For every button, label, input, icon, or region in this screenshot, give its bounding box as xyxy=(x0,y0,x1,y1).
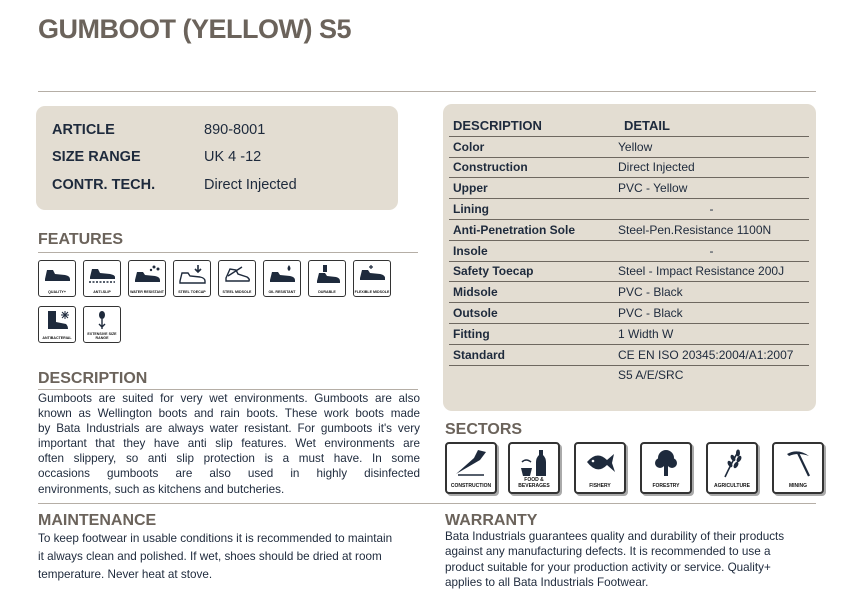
spec-value: 890-8001 xyxy=(204,122,266,138)
feature-label: STEEL MIDSOLE xyxy=(222,290,252,294)
description-line: often slippery, so anti slip protection is a must have. In some xyxy=(38,452,420,466)
description-line: known as Wellington boots and rain boots. These work boots made xyxy=(38,407,420,421)
feature-anti-slip xyxy=(83,260,121,297)
table-row xyxy=(449,157,809,178)
warranty-heading: WARRANTY xyxy=(445,512,538,529)
spec-label: SIZE RANGE xyxy=(52,149,141,165)
bottom-divider xyxy=(38,503,816,504)
details-table xyxy=(449,116,809,385)
detail-value: CE EN ISO 20345:2004/A1:2007 xyxy=(614,344,809,365)
detail-value: 1 Width W xyxy=(614,323,809,344)
table-row xyxy=(449,303,809,324)
sector-fishery xyxy=(574,442,626,494)
detail-value: Yellow xyxy=(614,136,809,157)
feature-label: STEEL TOECAP xyxy=(178,290,206,294)
feature-water-resistant xyxy=(128,260,166,297)
fish-icon xyxy=(583,448,617,478)
detail-value: Steel - Impact Resistance 200J xyxy=(614,261,809,282)
maintenance-line: To keep footwear in usable conditions it is recommended to maintain xyxy=(38,532,393,545)
feature-steel-midsole xyxy=(218,260,256,297)
features-heading: FEATURES xyxy=(38,231,124,248)
table-row xyxy=(449,178,809,199)
feature-label: DURABLE xyxy=(318,290,336,294)
feature-label: ANTI-SLIP xyxy=(93,290,111,294)
maintenance-line: temperature. Never heat at stove. xyxy=(38,568,213,581)
oil-resistant-icon xyxy=(267,264,297,284)
detail-label: Fitting xyxy=(449,323,614,344)
pickaxe-icon xyxy=(781,448,815,478)
table-row xyxy=(449,240,809,261)
warranty-line: product suitable for your production activity or service. Quality+ xyxy=(445,560,771,574)
detail-value: PVC - Black xyxy=(614,303,809,324)
tree-icon xyxy=(649,448,683,478)
detail-value: PVC - Yellow xyxy=(614,178,809,199)
sector-construction xyxy=(445,442,497,494)
feature-label: EXTENSIVE SIZE RANGE xyxy=(87,332,117,340)
description-divider xyxy=(38,389,418,390)
flexible-midsole-icon xyxy=(357,264,387,284)
feature-label: QUALITY+ xyxy=(48,290,66,294)
detail-label: Standard xyxy=(449,344,614,365)
steel-toecap-icon xyxy=(177,264,207,284)
table-row xyxy=(449,282,809,303)
sector-mining xyxy=(772,442,824,494)
feature-steel-toecap xyxy=(173,260,211,297)
details-header-row xyxy=(449,116,809,136)
page-title: GUMBOOT (YELLOW) S5 xyxy=(38,14,351,44)
detail-value: - xyxy=(614,240,809,261)
spec-label: CONTR. TECH. xyxy=(52,177,156,193)
feature-flexible-midsole xyxy=(353,260,391,297)
description-line: important that they have anti slip features. Wet environments are xyxy=(38,437,420,451)
table-row xyxy=(449,261,809,282)
sector-agriculture xyxy=(706,442,758,494)
detail-label: Lining xyxy=(449,199,614,220)
sector-label: CONSTRUCTION xyxy=(450,482,492,489)
durable-icon xyxy=(312,264,342,284)
sector-label: FISHERY xyxy=(589,482,611,489)
wheat-icon xyxy=(715,448,749,478)
table-row xyxy=(449,365,809,385)
title-divider xyxy=(38,91,816,92)
detail-label: Upper xyxy=(449,178,614,199)
antibacterial-icon xyxy=(42,310,72,330)
spec-value: Direct Injected xyxy=(204,177,297,193)
detail-value: PVC - Black xyxy=(614,282,809,303)
spec-label: ARTICLE xyxy=(52,122,115,138)
sectors-heading: SECTORS xyxy=(445,421,523,438)
maintenance-text xyxy=(38,530,428,584)
detail-value: - xyxy=(614,199,809,220)
detail-value: S5 A/E/SRC xyxy=(618,368,684,383)
detail-label: Anti-Penetration Sole xyxy=(449,219,614,240)
detail-label xyxy=(449,365,614,385)
description-text xyxy=(38,391,420,497)
warranty-line: applies to all Bata Industrials Footwear. xyxy=(445,575,649,589)
maintenance-line: it always clean and polished. If wet, shoes should be dried at room xyxy=(38,550,382,563)
spec-value: UK 4 -12 xyxy=(204,149,262,165)
feature-label: OIL RESISTANT xyxy=(268,290,296,294)
details-col-detail: DETAIL xyxy=(614,116,809,136)
description-heading: DESCRIPTION xyxy=(38,370,148,387)
table-row xyxy=(449,219,809,240)
table-row xyxy=(449,344,809,365)
description-line: occasions gumboots are also used in highly disinfected xyxy=(38,467,420,481)
table-row xyxy=(449,323,809,344)
warranty-line: against any manufacturing defects. It is recommended to use a xyxy=(445,545,771,559)
sector-label: FOOD & BEVERAGES xyxy=(518,477,550,489)
detail-label: Construction xyxy=(449,157,614,178)
construction-icon xyxy=(454,448,488,478)
feature-antibacterial xyxy=(38,306,76,343)
maintenance-heading: MAINTENANCE xyxy=(38,512,157,529)
feature-label: WATER RESISTANT xyxy=(130,290,164,294)
table-row xyxy=(449,199,809,220)
anti-slip-icon xyxy=(87,264,117,284)
feature-oil-resistant xyxy=(263,260,301,297)
warranty-line: Bata Industrials guarantees quality and durability of their products xyxy=(445,530,785,543)
description-line: by Bata Industrials are always water resistant. For gumboots it's very xyxy=(38,422,420,436)
details-col-description: DESCRIPTION xyxy=(449,116,614,136)
sector-food-beverages xyxy=(508,442,560,494)
size-range-icon xyxy=(87,310,117,330)
sector-label: FORESTRY xyxy=(652,482,680,489)
sector-label: MINING xyxy=(788,482,808,489)
warranty-text xyxy=(445,529,825,590)
feature-label: FLEXIBLE MIDSOLE xyxy=(354,290,390,294)
food-beverages-icon xyxy=(517,448,551,478)
detail-value: Direct Injected xyxy=(614,157,809,178)
description-line: Gumboots are suited for very wet environments. Gumboots are also xyxy=(38,392,420,405)
detail-label: Color xyxy=(449,136,614,157)
boot-quality-icon xyxy=(42,264,72,284)
features-divider xyxy=(38,252,418,253)
detail-label: Midsole xyxy=(449,282,614,303)
feature-quality xyxy=(38,260,76,297)
water-resistant-icon xyxy=(132,264,162,284)
feature-durable xyxy=(308,260,346,297)
feature-label: ANTIBACTERIAL xyxy=(42,336,72,340)
sector-label: AGRICULTURE xyxy=(713,482,750,489)
detail-label: Safety Toecap xyxy=(449,261,614,282)
description-line: environments, such as kitchens and butcheries. xyxy=(38,482,285,496)
detail-label: Outsole xyxy=(449,303,614,324)
sector-forestry xyxy=(640,442,692,494)
table-row xyxy=(449,136,809,157)
feature-extensive-size-range xyxy=(83,306,121,343)
steel-midsole-icon xyxy=(222,264,252,284)
detail-value: Steel-Pen.Resistance 1100N xyxy=(614,219,809,240)
detail-label: Insole xyxy=(449,240,614,261)
